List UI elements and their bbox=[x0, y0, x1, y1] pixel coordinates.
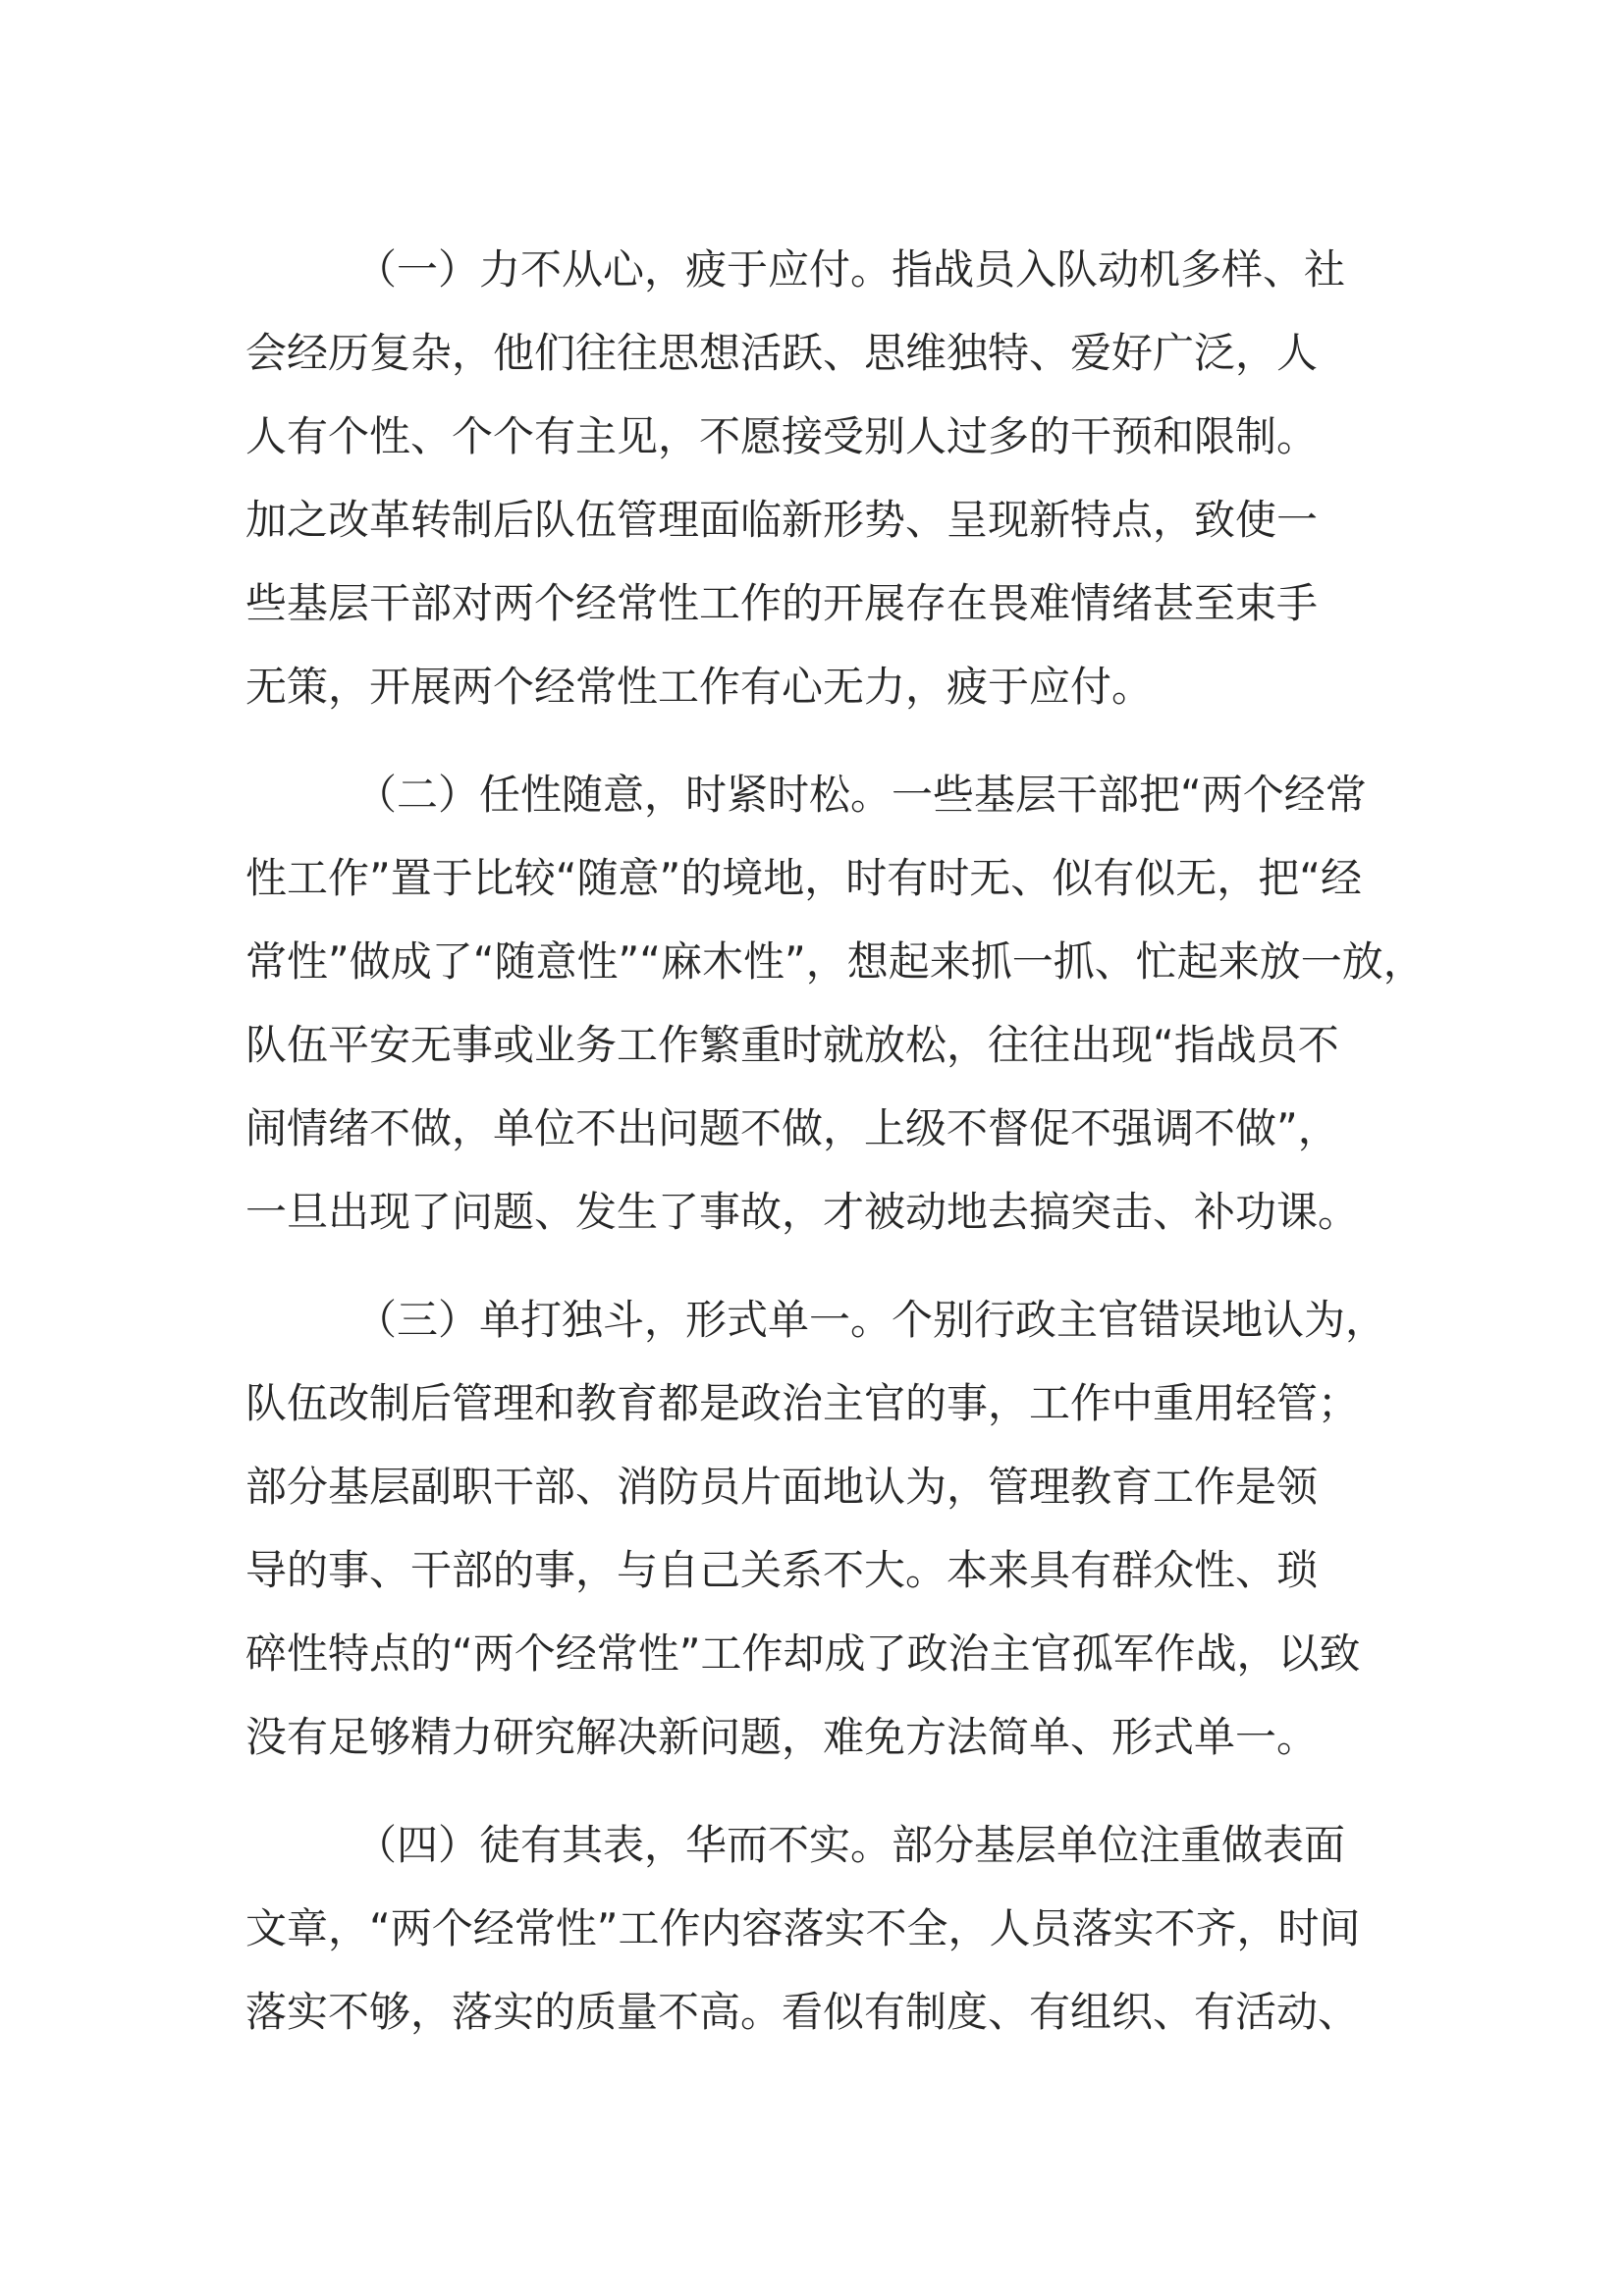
document-body bbox=[245, 228, 1425, 2078]
paragraph-line: 落实不够，落实的质量不高。看似有制度、有组织、有活动、 bbox=[245, 1988, 1360, 2036]
paragraph-line: 会经历复杂，他们往往思想活跃、思维独特、爱好广泛，人 bbox=[245, 329, 1319, 377]
paragraph-line: 碎性特点的“两个经常性”工作却成了政治主官孤军作战，以致 bbox=[245, 1629, 1361, 1678]
paragraph-line: （二）任性随意，时紧时松。一些基层干部把“两个经常 bbox=[355, 771, 1367, 819]
paragraph-line: 闹情绪不做，单位不出问题不做，上级不督促不强调不做”， bbox=[245, 1104, 1339, 1152]
paragraph-4 bbox=[245, 1803, 1414, 2054]
paragraph-line: 一旦出现了问题、发生了事故，才被动地去搞突击、补功课。 bbox=[245, 1188, 1360, 1236]
paragraph-1 bbox=[245, 228, 1414, 728]
paragraph-line: 加之改革转制后队伍管理面临新形势、呈现新特点，致使一 bbox=[245, 496, 1319, 544]
paragraph-3 bbox=[245, 1278, 1414, 1779]
paragraph-line: （一）力不从心，疲于应付。指战员入队动机多样、社 bbox=[355, 245, 1346, 294]
paragraph-line: 人有个性、个个有主见，不愿接受别人过多的干预和限制。 bbox=[245, 412, 1319, 460]
paragraph-line: 文章，“两个经常性”工作内容落实不全，人员落实不齐，时间 bbox=[245, 1904, 1361, 1952]
paragraph-line: 队伍改制后管理和教育都是政治主官的事，工作中重用轻管； bbox=[245, 1379, 1360, 1427]
paragraph-line: 导的事、干部的事，与自己关系不大。本来具有群众性、琐 bbox=[245, 1546, 1319, 1594]
paragraph-line: （三）单打独斗，形式单一。个别行政主官错误地认为， bbox=[355, 1296, 1387, 1344]
paragraph-line: 些基层干部对两个经常性工作的开展存在畏难情绪甚至束手 bbox=[245, 579, 1319, 627]
paragraph-line: 无策，开展两个经常性工作有心无力，疲于应付。 bbox=[245, 663, 1154, 711]
paragraph-line: 没有足够精力研究解决新问题，难免方法简单、形式单一。 bbox=[245, 1713, 1319, 1761]
paragraph-line: （四）徒有其表，华而不实。部分基层单位注重做表面 bbox=[355, 1821, 1346, 1869]
paragraph-line: 常性”做成了“随意性”“麻木性”，想起来抓一抓、忙起来放一放， bbox=[245, 937, 1425, 986]
paragraph-line: 队伍平安无事或业务工作繁重时就放松，往往出现“指战员不 bbox=[245, 1021, 1339, 1069]
paragraph-line: 部分基层副职干部、消防员片面地认为，管理教育工作是领 bbox=[245, 1463, 1319, 1511]
paragraph-line: 性工作”置于比较“随意”的境地，时有时无、似有似无，把“经 bbox=[245, 854, 1363, 902]
paragraph-2 bbox=[245, 753, 1425, 1254]
